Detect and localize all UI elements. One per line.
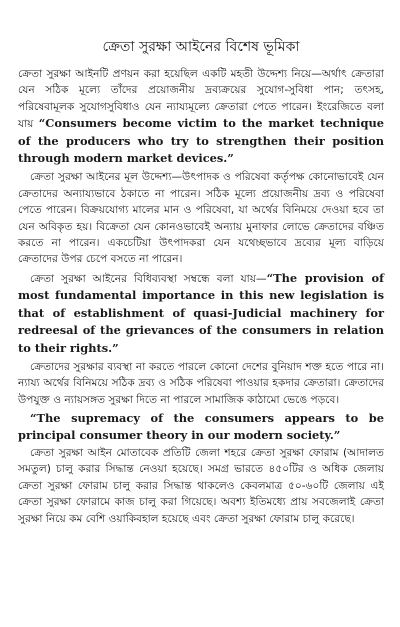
english-quote-supremacy: “The supremacy of the consumers appears to be principal consumer theory in our modern society.”	[18, 411, 384, 442]
paragraph-text: ক্রেতা সুরক্ষা আইনটি প্রণয়ন করা হয়েছিল একটি মহতী উদ্দেশ্য নিয়ে—অর্থাৎ ক্রেতারা যেন সঠিক মূল্যে তাঁদের প্রয়োজনীয় দ্রব্যক্রয়ের সুযোগ-সুবিধা পান; তৎসহ, পরিষেবামূলক সুযোগসুবিধাও যেন ন্যায্যমূল্যে ক্রেতারা পেতে পারেন। ইংরেজিতে বলা যায়	[18, 68, 384, 131]
paragraph-provisions	[18, 270, 384, 357]
paragraph-purpose: ক্রেতা সুরক্ষা আইনের মূল উদ্দেশ্য—উৎপাদক ও পরিষেবা কর্তৃপক্ষ কোনোভাবেই যেন ক্রেতাদের অন্যায্যভাবে ঠকাতে না পারেন। সঠিক মূল্যে প্রয়োজনীয় দ্রব্য ও পরিষেবা পেতে পারেন। বিক্রয়যোগ্য মালের মান ও পরিষেবা, যা অর্থের বিনিময়ে দেওয়া হবে তা যেন অবিকৃত হয়। বিক্রেতা যেন কোনওভাবেই অন্যায় মুনাফার লোভে ক্রেতাদের বঞ্চিত করতে না পারেন। একচেটিয়া উৎপাদকরা যেন যথেচ্ছভাবে দ্রব্যের মূল্য বাড়িয়ে ক্রেতাদের উপর চেপে বসতে না পারেন।	[18, 171, 384, 266]
english-quote: “The provision of most fundamental importance in this new legislation is that of establishment of quasi-Judicial machinery for redreesal of the grievances of the consumers in relation to their rights.”	[18, 270, 384, 355]
english-quote: “Consumers become victim to the market technique of the producers who try to strengthen their position through modern market devices.”	[18, 116, 385, 166]
paragraph-text: ক্রেতা সুরক্ষা আইনের বিধিব্যবস্থা সম্বন্ধে বলা যায়—	[30, 272, 267, 285]
paragraph-intro	[18, 66, 384, 167]
paragraph-forum: ক্রেতা সুরক্ষা আইন মোতাবেক প্রতিটি জেলা শহরে ক্রেতা সুরক্ষা ফোরাম (আদালত সমতুল) চালু করার সিদ্ধান্ত নেওয়া হয়েছে। সমগ্র ভারতে ৪৫০টির ও অধিক জেলায় ক্রেতা সুরক্ষা ফোরাম চালু করার সিদ্ধান্ত থাকলেও কেবলমাত্র ৫০-৬০টি জেলায় এই ক্রেতা সুরক্ষা ফোরামে কাজ চালু করা গিয়েছে। অবশ্য ইতিমধ্যে প্রায় সবজেলাই ক্রেতা সুরক্ষা নিয়ে কম বেশি ওয়াকিবহাল হয়েছে এবং ক্রেতা সুরক্ষা ফোরাম চালু করেছে।	[18, 446, 384, 525]
paragraph-protection: ক্রেতাদের সুরক্ষার ব্যবস্থা না করতে পারলে কোনো দেশের বুনিয়াদ শক্ত হতে পারে না। ন্যায্য অর্থের বিনিময়ে সঠিক দ্রব্য ও সঠিক পরিষেবা পাওয়ার হকদার ক্রেতারা। ক্রেতাদের উপযুক্ত ও ন্যায়সঙ্গত সুরক্ষা দিতে না পারলে সামাজিক কাঠামো ভেঙে পড়বে।	[18, 360, 384, 406]
document-title: ক্রেতা সুরক্ষা আইনের বিশেষ ভূমিকা	[102, 39, 300, 55]
